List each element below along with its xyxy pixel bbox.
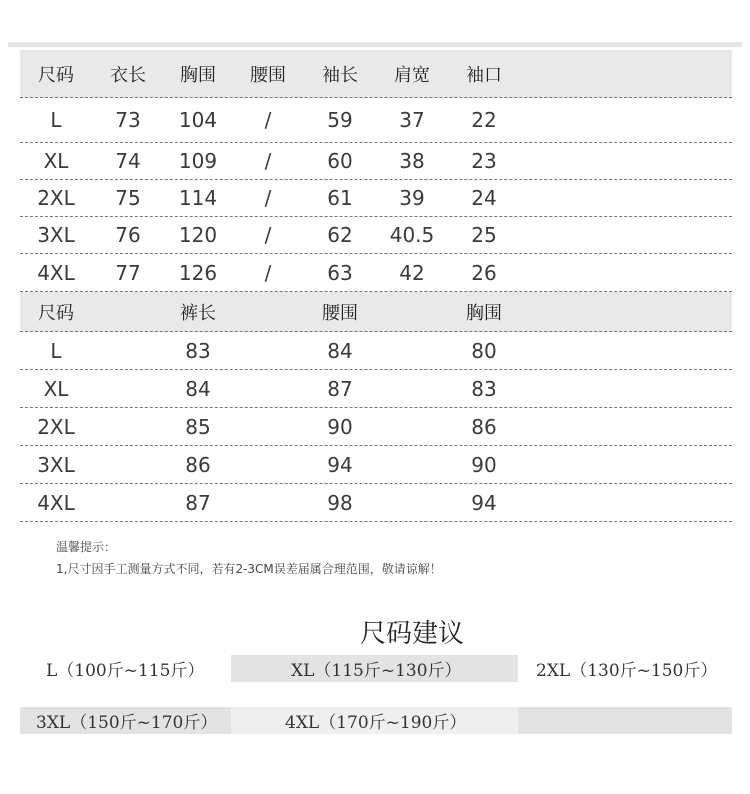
value-cell: 94 <box>471 490 497 515</box>
size-cell: L <box>50 108 62 132</box>
header-cell: 尺码 <box>38 302 74 324</box>
table-row <box>20 408 732 446</box>
value-cell: 38 <box>399 149 425 173</box>
value-cell: 59 <box>327 108 353 132</box>
size-cell: 3XL <box>37 452 75 477</box>
suggestion-item <box>20 707 231 734</box>
value-cell: 84 <box>327 338 353 363</box>
value-cell: 84 <box>185 376 211 401</box>
header-cell: 尺码 <box>38 64 74 86</box>
value-cell: 73 <box>115 108 141 132</box>
table-row <box>20 98 732 143</box>
value-cell: 126 <box>178 260 218 285</box>
header-cell: 裤长 <box>180 302 216 324</box>
size-cell: XL <box>43 149 69 173</box>
value-cell: 74 <box>115 149 141 173</box>
value-cell: / <box>264 223 272 247</box>
suggestion-label: 2XL（130斤~150斤） <box>536 661 718 681</box>
value-cell: 42 <box>399 260 425 285</box>
value-cell: 62 <box>327 223 353 247</box>
table-row <box>20 332 732 370</box>
suggestion-item <box>231 707 518 734</box>
value-cell: 23 <box>471 149 497 173</box>
size-table-tops <box>20 50 732 292</box>
value-cell: 87 <box>327 376 353 401</box>
size-cell: 2XL <box>37 186 75 210</box>
value-cell: 26 <box>471 260 497 285</box>
value-cell: / <box>264 260 272 285</box>
header-cell: 胸围 <box>466 302 502 324</box>
table-row <box>20 370 732 408</box>
table-row <box>20 180 732 217</box>
suggestion-title: 尺码建议 <box>359 619 464 649</box>
suggestion-label: 3XL（150斤~170斤） <box>36 713 218 733</box>
value-cell: 22 <box>471 108 497 132</box>
table-row <box>20 143 732 180</box>
size-cell: 2XL <box>37 414 75 439</box>
value-cell: / <box>264 186 272 210</box>
value-cell: 109 <box>178 149 218 173</box>
value-cell: 75 <box>115 186 141 210</box>
size-table-pants <box>20 292 732 522</box>
header-cell: 腰围 <box>322 302 358 324</box>
size-cell: 4XL <box>37 490 75 515</box>
top-divider <box>8 42 742 47</box>
header-cell: 袖口 <box>466 64 502 86</box>
value-cell: 63 <box>327 260 353 285</box>
size-cell: 3XL <box>37 223 75 247</box>
value-cell: 94 <box>327 452 353 477</box>
suggestion-item <box>20 655 231 682</box>
header-cell: 衣长 <box>110 64 146 86</box>
value-cell: 40.5 <box>389 223 435 247</box>
value-cell: 25 <box>471 223 497 247</box>
value-cell: 61 <box>327 186 353 210</box>
value-cell: 37 <box>399 108 425 132</box>
suggestion-item <box>518 655 732 682</box>
value-cell: / <box>264 108 272 132</box>
value-cell: 77 <box>115 260 141 285</box>
table-row <box>20 484 732 522</box>
notes-title: 温馨提示： <box>56 540 117 554</box>
size-cell: 4XL <box>37 260 75 285</box>
value-cell: 114 <box>178 186 218 210</box>
value-cell: 83 <box>185 338 211 363</box>
size-cell: L <box>50 338 62 363</box>
value-cell: 24 <box>471 186 497 210</box>
value-cell: 87 <box>185 490 211 515</box>
suggestion-label: L（100斤~115斤） <box>46 661 205 681</box>
header-cell: 肩宽 <box>394 64 430 86</box>
notes <box>56 538 442 582</box>
header-cell: 袖长 <box>322 64 358 86</box>
value-cell: 120 <box>178 223 218 247</box>
value-cell: 39 <box>399 186 425 210</box>
value-cell: 76 <box>115 223 141 247</box>
value-cell: 104 <box>178 108 218 132</box>
table-header-row <box>20 292 732 332</box>
header-cell: 腰围 <box>250 64 286 86</box>
value-cell: 86 <box>471 414 497 439</box>
value-cell: 85 <box>185 414 211 439</box>
value-cell: 90 <box>327 414 353 439</box>
suggestion-item <box>231 655 518 682</box>
value-cell: 60 <box>327 149 353 173</box>
value-cell: 80 <box>471 338 497 363</box>
notes-line: 1,尺寸因手工测量方式不同，若有2-3CM误差届属合理范围，敬请谅解！ <box>56 562 442 576</box>
size-cell: XL <box>43 376 69 401</box>
table-row <box>20 217 732 254</box>
table-header-row <box>20 50 732 98</box>
suggestion-label: XL（115斤~130斤） <box>291 661 462 681</box>
table-row <box>20 254 732 292</box>
header-cell: 胸围 <box>180 64 216 86</box>
value-cell: 83 <box>471 376 497 401</box>
value-cell: / <box>264 149 272 173</box>
suggestion-empty <box>518 707 732 734</box>
value-cell: 98 <box>327 490 353 515</box>
value-cell: 86 <box>185 452 211 477</box>
table-row <box>20 446 732 484</box>
suggestion-label: 4XL（170斤~190斤） <box>285 713 467 733</box>
value-cell: 90 <box>471 452 497 477</box>
